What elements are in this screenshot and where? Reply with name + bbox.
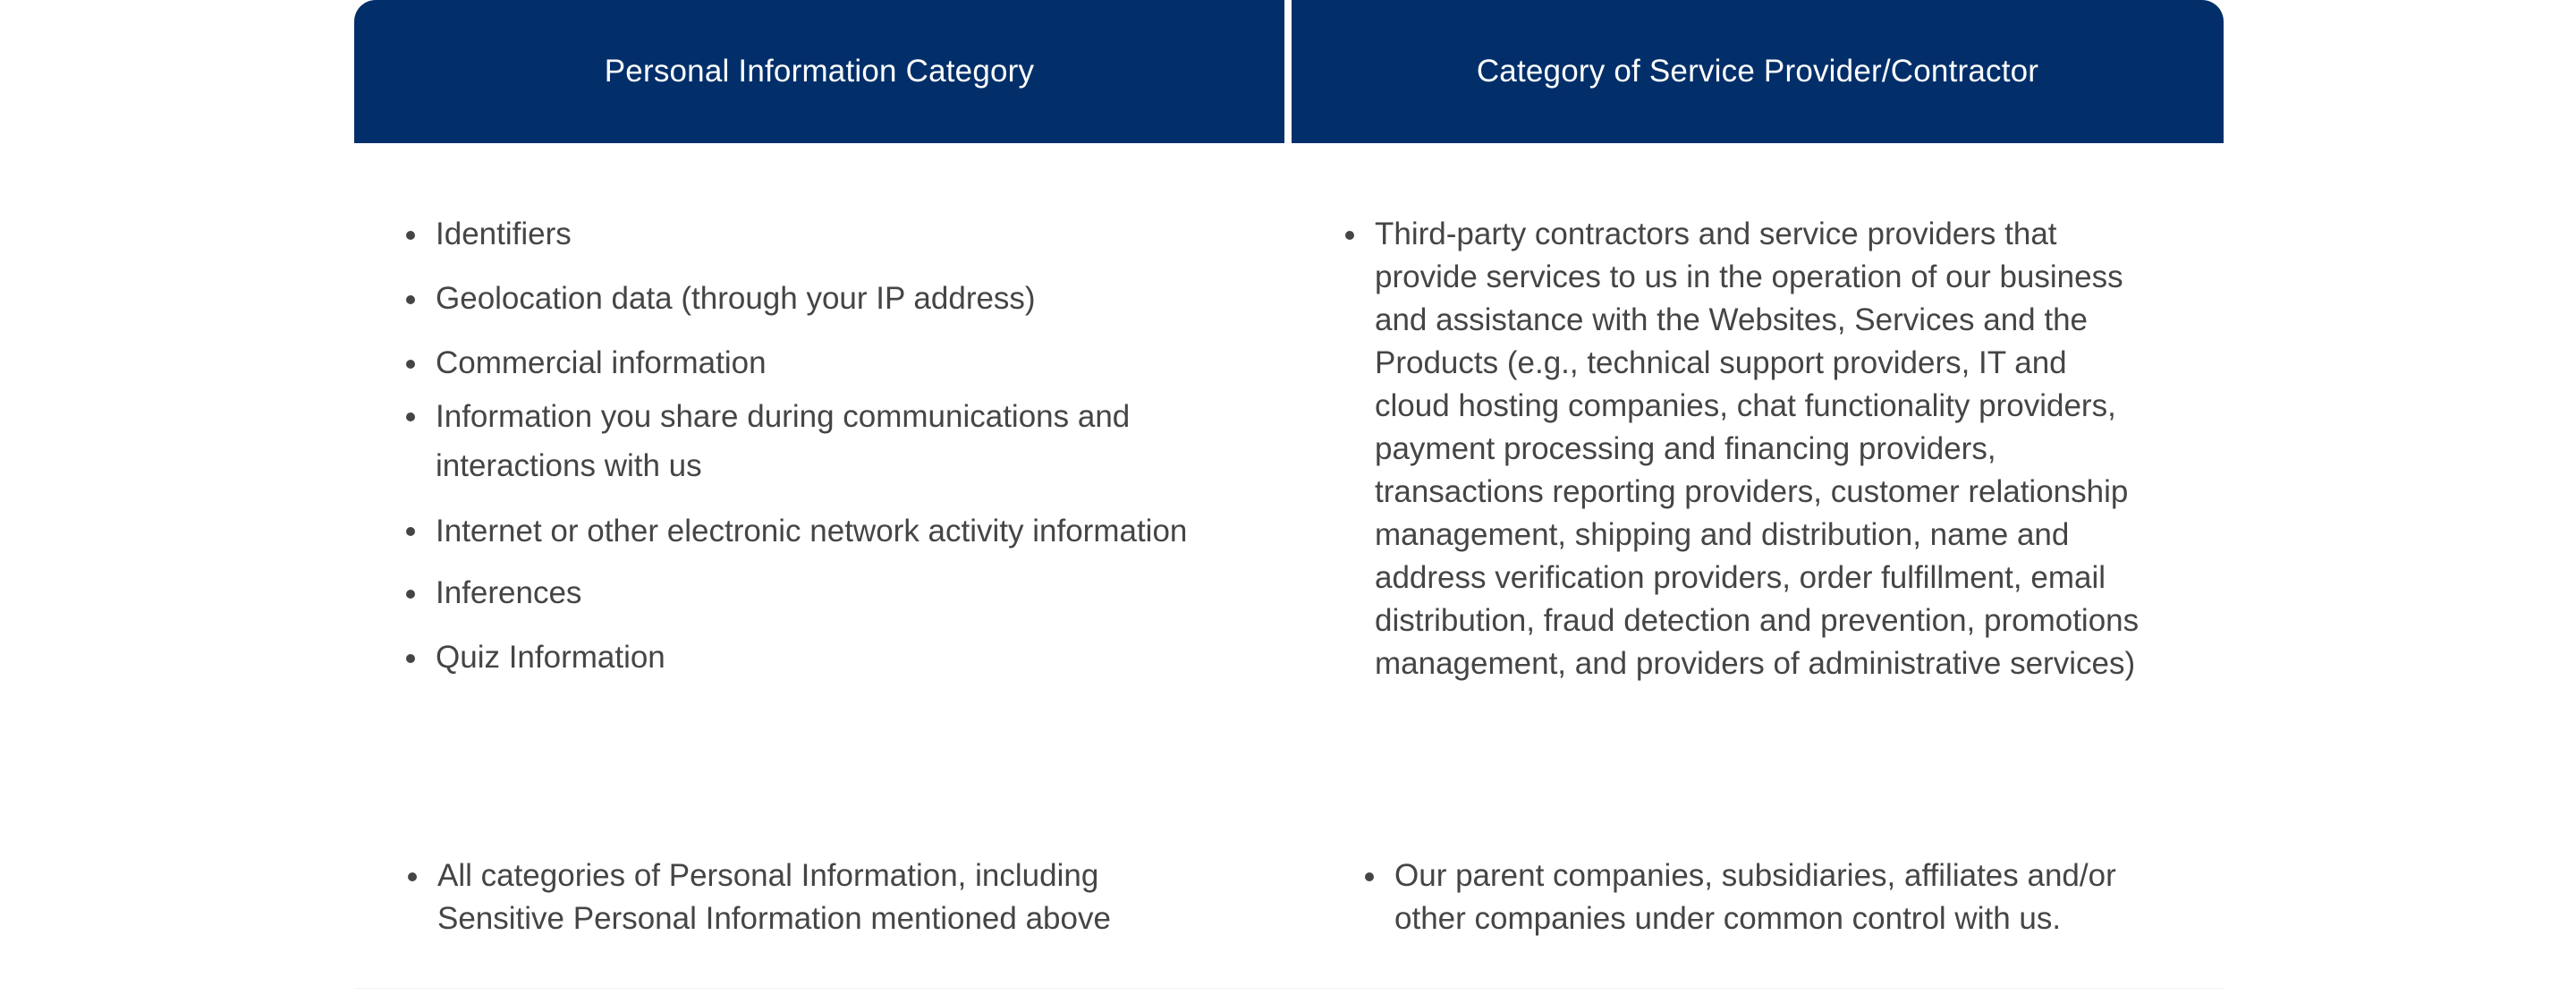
- row1-categories-cell: [406, 213, 1211, 679]
- list-item: All categories of Personal Information, including Sensitive Personal Information mentioned above: [408, 855, 1213, 940]
- list-item: Internet or other electronic network activity information: [406, 506, 1211, 556]
- category-list: [406, 213, 1211, 679]
- table-bottom-divider: [354, 988, 2224, 989]
- header-label: Category of Service Provider/Contractor: [1476, 54, 2039, 89]
- list-item: Commercial information: [406, 342, 1211, 385]
- list-item: Inferences: [406, 572, 1211, 615]
- row2-providers-cell: [1365, 855, 2170, 940]
- header-personal-information-category: [354, 0, 1284, 143]
- list-item: Third-party contractors and service providers that provide services to us in the operation of our business and assistance with the Websites, Services and the Products (e.g., technical support providers, IT and cloud hosting companies, chat functionality providers, payment processing and financing providers, transactions reporting providers, customer relationship management, shipping and distribution, name and address verification providers, order fulfillment, email distribution, fraud detection and prevention, promotions management, and providers of administrative services): [1345, 213, 2141, 685]
- category-list: [408, 855, 1213, 940]
- list-item: Geolocation data (through your IP address): [406, 277, 1211, 320]
- row2-categories-cell: [408, 855, 1213, 940]
- list-item: Identifiers: [406, 213, 1211, 256]
- header-label: Personal Information Category: [604, 54, 1035, 89]
- list-item: Quiz Information: [406, 636, 1211, 679]
- provider-list: [1365, 855, 2170, 940]
- list-item: Information you share during communications and interactions with us: [406, 392, 1211, 490]
- disclosure-table: [354, 0, 2224, 995]
- list-item: Our parent companies, subsidiaries, affiliates and/or other companies under common control with us.: [1365, 855, 2170, 940]
- table-header: [354, 0, 2224, 143]
- header-service-provider-category: [1292, 0, 2224, 143]
- provider-list: [1345, 213, 2141, 685]
- row1-providers-cell: [1345, 213, 2141, 685]
